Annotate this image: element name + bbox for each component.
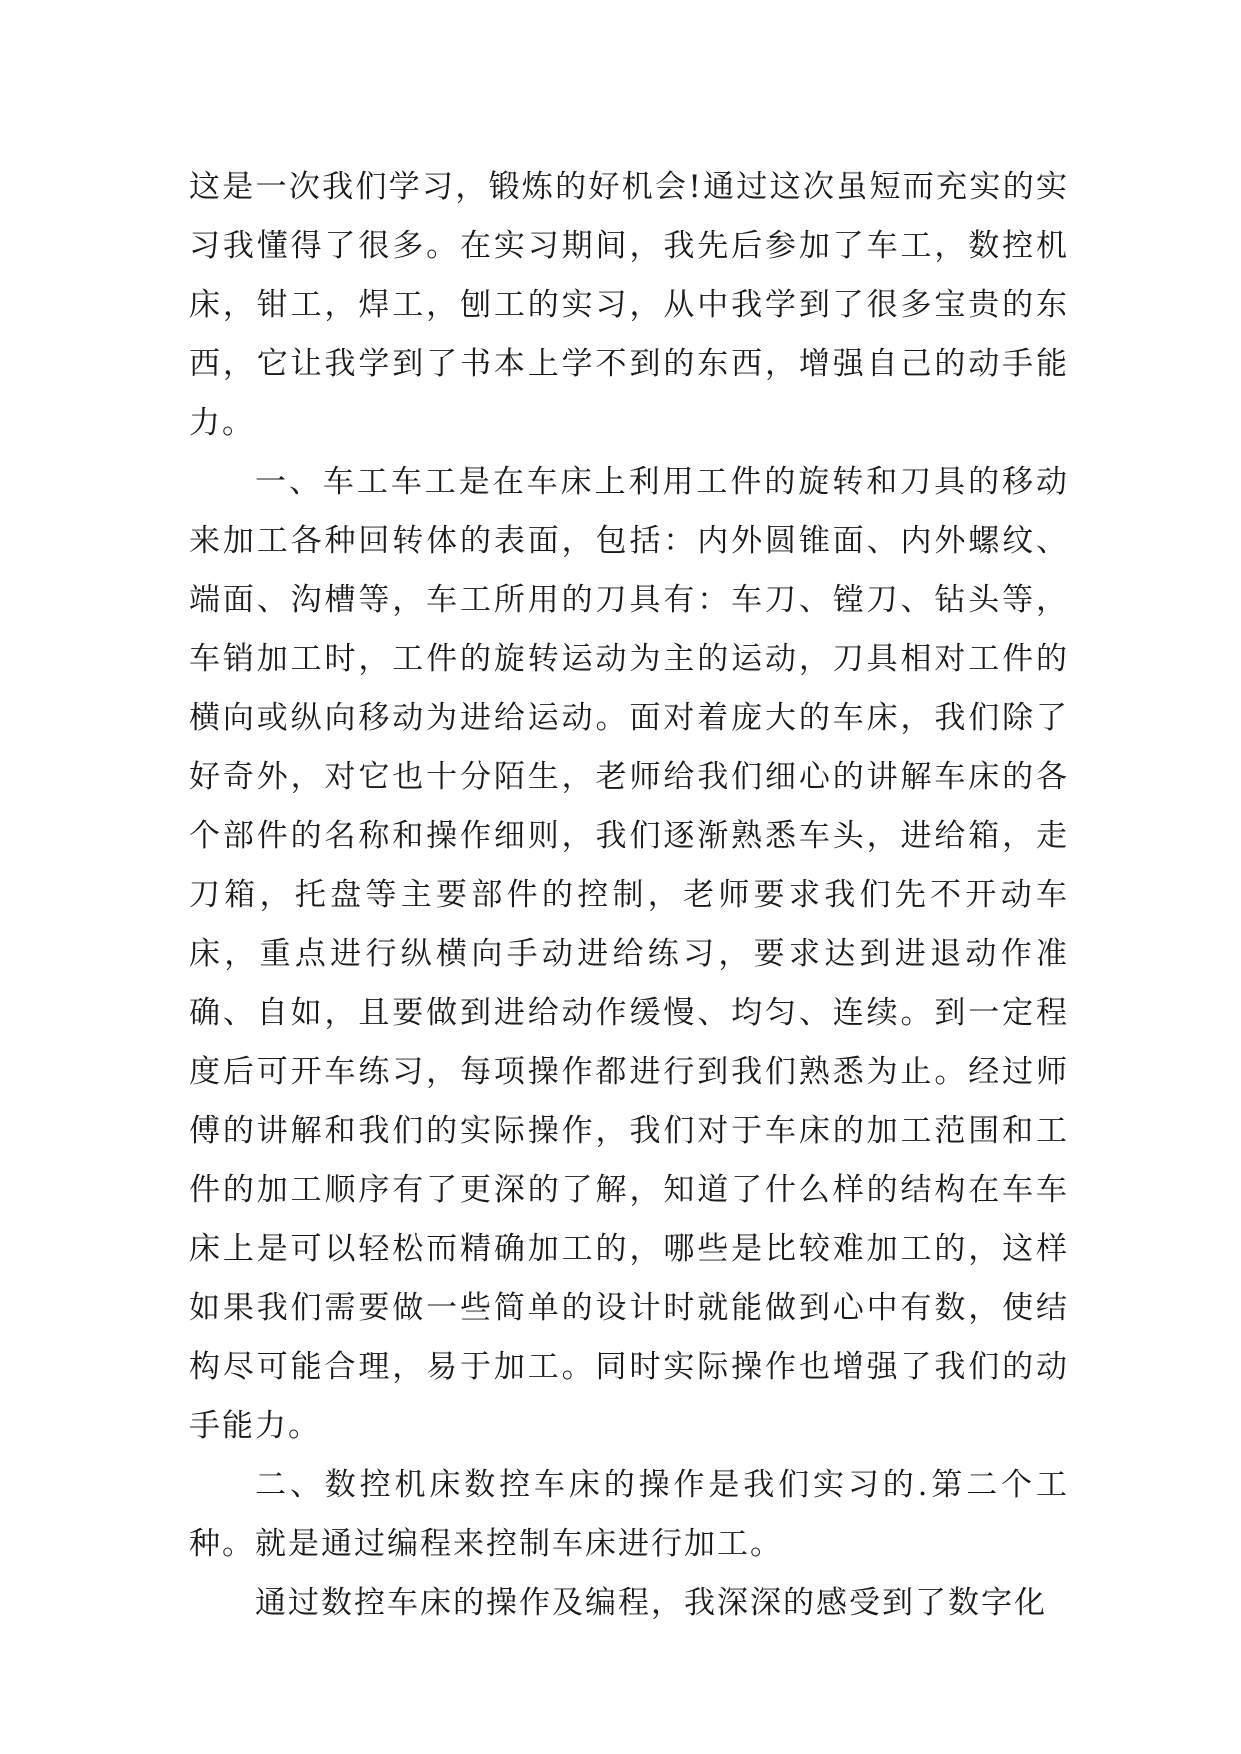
- paragraph-lathe-work: 一、车工车工是在车床上利用工件的旋转和刀具的移动来加工各种回转体的表面，包括：内外圆锥面、内外螺纹、端面、沟槽等，车工所用的刀具有：车刀、镗刀、钻头等，车销加工时，工件的旋转运动为主的运动，刀具相对工件的横向或纵向移动为进给运动。面对着庞大的车床，我们除了好奇外，对它也十分陌生，老师给我们细心的讲解车床的各个部件的名称和操作细则，我们逐渐熟悉车头，进给箱，走刀箱，托盘等主要部件的控制，老师要求我们先不开动车床，重点进行纵横向手动进给练习，要求达到进退动作准确、自如，且要做到进给动作缓慢、均匀、连续。到一定程度后可开车练习，每项操作都进行到我们熟悉为止。经过师傅的讲解和我们的实际操作，我们对于车床的加工范围和工件的加工顺序有了更深的了解，知道了什么样的结构在车车床上是可以轻松而精确加工的，哪些是比较难加工的，这样如果我们需要做一些简单的设计时就能做到心中有数，使结构尽可能合理，易于加工。同时实际操作也增强了我们的动手能力。: [189, 464, 1069, 1444]
- paragraph-cnc-programming: 通过数控车床的操作及编程，我深深的感受到了数字化: [255, 1585, 1047, 1621]
- paragraph-intro: 这是一次我们学习，锻炼的好机会!通过这次虽短而充实的实习我懂得了很多。在实习期间，我先后参加了车工，数控机床，钳工，焊工，刨工的实习，从中我学到了很多宝贵的东西，它让我学到了书本上学不到的东西，增强自己的动手能力。: [189, 169, 1069, 441]
- paragraph-cnc-machine: 二、数控机床数控车床的操作是我们实习的.第二个工种。就是通过编程来控制车床进行加工。: [189, 1467, 1069, 1562]
- document-body: [189, 158, 1069, 1633]
